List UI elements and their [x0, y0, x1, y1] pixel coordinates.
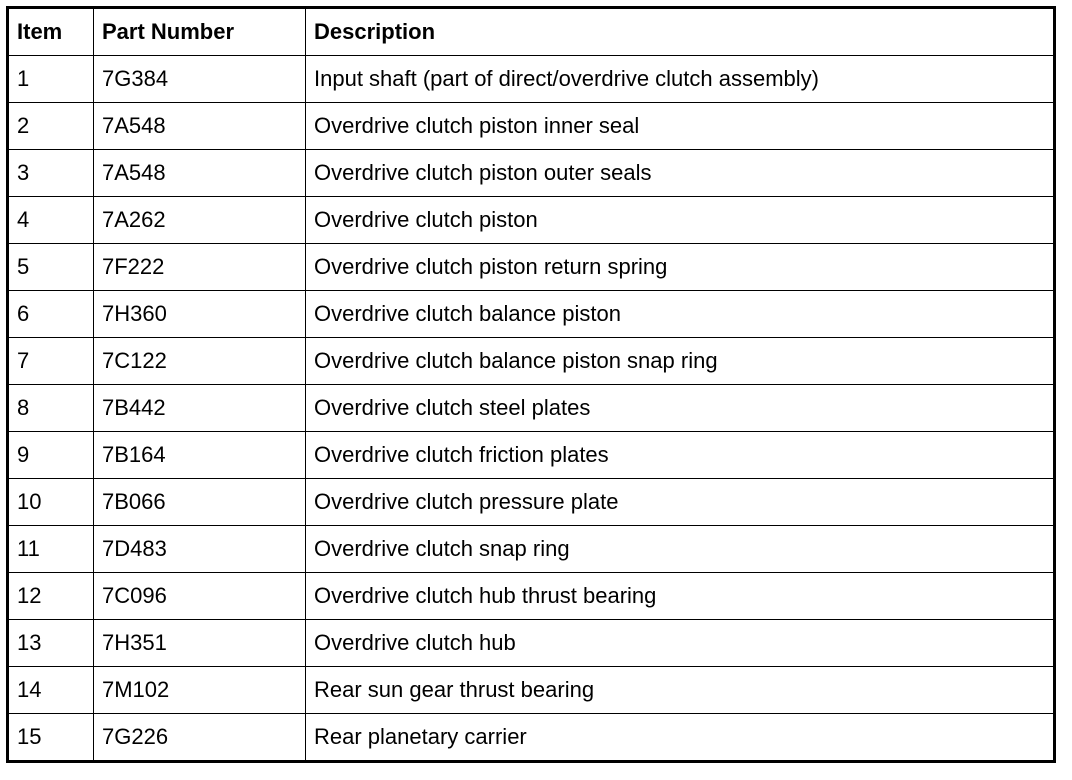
table-row: [8, 56, 1055, 103]
description-cell: Overdrive clutch hub: [306, 620, 1055, 667]
description-cell: Overdrive clutch friction plates: [306, 432, 1055, 479]
part-number-cell: 7A548: [94, 150, 306, 197]
item-cell: 10: [8, 479, 94, 526]
table-row: [8, 432, 1055, 479]
parts-table: [6, 6, 1056, 763]
part-number-cell: 7B442: [94, 385, 306, 432]
table-row: [8, 197, 1055, 244]
item-cell: 3: [8, 150, 94, 197]
part-number-cell: 7G384: [94, 56, 306, 103]
table-row: [8, 385, 1055, 432]
description-cell: Overdrive clutch piston inner seal: [306, 103, 1055, 150]
description-cell: Input shaft (part of direct/overdrive clutch assembly): [306, 56, 1055, 103]
part-number-cell: 7B066: [94, 479, 306, 526]
description-cell: Overdrive clutch piston outer seals: [306, 150, 1055, 197]
description-cell: Overdrive clutch steel plates: [306, 385, 1055, 432]
column-header-part-number: Part Number: [94, 8, 306, 56]
column-header-description: Description: [306, 8, 1055, 56]
table-row: [8, 526, 1055, 573]
table-row: [8, 667, 1055, 714]
description-cell: Overdrive clutch piston return spring: [306, 244, 1055, 291]
description-cell: Overdrive clutch snap ring: [306, 526, 1055, 573]
part-number-cell: 7H351: [94, 620, 306, 667]
item-cell: 12: [8, 573, 94, 620]
item-cell: 2: [8, 103, 94, 150]
table-row: [8, 573, 1055, 620]
item-cell: 14: [8, 667, 94, 714]
description-cell: Overdrive clutch hub thrust bearing: [306, 573, 1055, 620]
description-cell: Overdrive clutch pressure plate: [306, 479, 1055, 526]
column-header-item: Item: [8, 8, 94, 56]
part-number-cell: 7B164: [94, 432, 306, 479]
item-cell: 15: [8, 714, 94, 762]
description-cell: Overdrive clutch balance piston snap ring: [306, 338, 1055, 385]
part-number-cell: 7A548: [94, 103, 306, 150]
item-cell: 7: [8, 338, 94, 385]
description-cell: Overdrive clutch piston: [306, 197, 1055, 244]
table-header: [8, 8, 1055, 56]
part-number-cell: 7H360: [94, 291, 306, 338]
table-row: [8, 620, 1055, 667]
table-body: [8, 56, 1055, 762]
item-cell: 5: [8, 244, 94, 291]
part-number-cell: 7D483: [94, 526, 306, 573]
item-cell: 11: [8, 526, 94, 573]
part-number-cell: 7M102: [94, 667, 306, 714]
table-row: [8, 338, 1055, 385]
description-cell: Overdrive clutch balance piston: [306, 291, 1055, 338]
part-number-cell: 7F222: [94, 244, 306, 291]
part-number-cell: 7G226: [94, 714, 306, 762]
part-number-cell: 7C096: [94, 573, 306, 620]
table-row: [8, 103, 1055, 150]
item-cell: 1: [8, 56, 94, 103]
table-row: [8, 714, 1055, 762]
description-cell: Rear sun gear thrust bearing: [306, 667, 1055, 714]
item-cell: 8: [8, 385, 94, 432]
item-cell: 6: [8, 291, 94, 338]
table-row: [8, 479, 1055, 526]
part-number-cell: 7A262: [94, 197, 306, 244]
item-cell: 9: [8, 432, 94, 479]
part-number-cell: 7C122: [94, 338, 306, 385]
table-row: [8, 291, 1055, 338]
header-row: [8, 8, 1055, 56]
table-row: [8, 150, 1055, 197]
description-cell: Rear planetary carrier: [306, 714, 1055, 762]
table-row: [8, 244, 1055, 291]
item-cell: 13: [8, 620, 94, 667]
item-cell: 4: [8, 197, 94, 244]
